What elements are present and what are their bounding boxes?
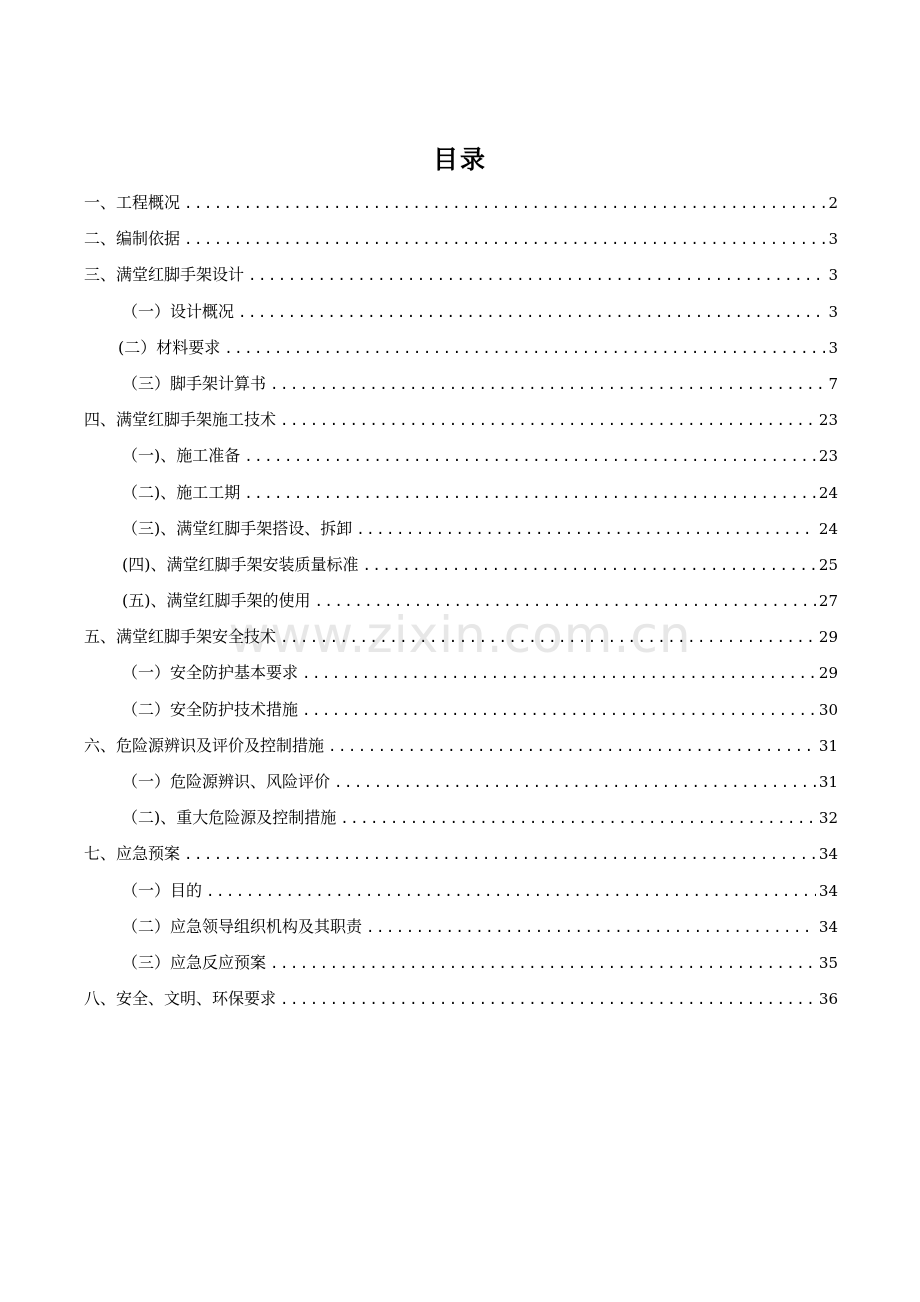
toc-entry-label: （二）安全防护技术措施 [122,699,299,719]
toc-entry-page: 2 [828,194,838,212]
toc-leader-dots [184,222,825,258]
toc-entry-label: 五、满堂红脚手架安全技术 [84,627,277,647]
toc-entry-label: （二）应急领导组织机构及其职责 [122,916,363,936]
toc-entry-label: (二）材料要求 [118,337,221,357]
toc-entry-page: 32 [818,809,838,828]
toc-leader-dots [280,620,816,656]
toc-subentry[interactable] [84,330,838,366]
toc-entry-page: 24 [818,483,838,502]
toc-entry-label: （三)、满堂红脚手架搭设、拆卸 [122,518,353,538]
toc-subentry[interactable] [84,438,838,474]
toc-entry-label: （二)、施工工期 [122,482,241,502]
toc-entry-label: （一）设计概况 [122,301,235,321]
toc-entry-label: （一)、施工准备 [122,446,241,466]
toc-entry[interactable] [84,221,838,257]
toc-entry-page: 34 [818,881,838,900]
toc-leader-dots [184,837,816,873]
toc-entry-label: （一）危险源辨识、风险评价 [122,772,331,791]
toc-subentry[interactable] [84,873,838,909]
toc-entry[interactable] [84,185,838,221]
toc-leader-dots [302,656,816,692]
toc-entry[interactable] [84,981,838,1017]
toc-leader-dots [366,910,816,946]
toc-subentry[interactable] [84,583,838,619]
toc-leader-dots [270,946,816,982]
toc-entry-label: （一）安全防护基本要求 [122,663,299,683]
toc-leader-dots [280,403,816,439]
toc-entry-page: 34 [818,845,838,864]
toc-subentry[interactable] [84,655,838,691]
toc-entry-page: 3 [828,230,838,249]
toc-leader-dots [184,186,825,222]
toc-leader-dots [244,439,816,475]
toc-leader-dots [328,729,816,765]
toc-entry-page: 3 [828,302,838,321]
toc-subentry[interactable] [84,547,838,583]
toc-leader-dots [206,874,816,910]
toc-entry-page: 29 [818,628,838,647]
toc-entry-label: 七、应急预案 [84,844,181,864]
toc-subentry[interactable] [84,692,838,728]
toc-leader-dots [356,512,816,548]
toc-subentry[interactable] [84,800,838,836]
watermark: www.zixin.com.cn [228,606,692,664]
toc-entry-label: （二)、重大危险源及控制措施 [122,808,337,828]
toc-subentry[interactable] [84,764,838,800]
toc-entry-page: 31 [818,773,838,791]
toc-leader-dots [340,801,816,837]
toc-entry-label: （三）脚手架计算书 [122,373,267,393]
toc-entry-page: 23 [818,447,838,466]
toc-subentry[interactable] [84,366,838,402]
toc-entry-page: 29 [818,664,838,683]
toc-entry-page: 3 [828,338,838,357]
toc-entry-page: 34 [818,917,838,936]
toc-entry-label: （三）应急反应预案 [122,952,267,972]
toc-entry-label: (五)、满堂红脚手架的使用 [122,591,311,611]
toc-list [84,185,838,1017]
toc-entry-page: 27 [818,592,838,611]
toc-entry[interactable] [84,402,838,438]
toc-leader-dots [315,584,816,620]
toc-entry-page: 36 [818,990,838,1009]
toc-entry-label: 四、满堂红脚手架施工技术 [84,410,277,430]
toc-entry[interactable] [84,619,838,655]
toc-subentry[interactable] [84,475,838,511]
toc-entry[interactable] [84,257,838,293]
toc-leader-dots [334,765,816,801]
toc-subentry[interactable] [84,945,838,981]
toc-subentry[interactable] [84,511,838,547]
toc-entry-page: 7 [828,374,838,393]
toc-title: 目录 [432,145,487,174]
toc-entry-label: (四)、满堂红脚手架安装质量标准 [122,554,359,574]
toc-leader-dots [302,693,816,729]
toc-leader-dots [224,331,825,367]
toc-entry[interactable] [84,836,838,872]
toc-leader-dots [280,982,816,1018]
toc-entry-page: 3 [828,266,838,285]
toc-entry-page: 31 [818,736,838,755]
toc-entry-label: 六、危险源辨识及评价及控制措施 [84,735,325,755]
toc-entry-page: 25 [818,555,838,574]
toc-leader-dots [248,258,825,294]
toc-entry-label: （一）目的 [122,880,203,900]
toc-leader-dots [238,295,825,331]
toc-subentry[interactable] [84,909,838,945]
toc-entry-page: 35 [818,953,838,972]
toc-entry-page: 24 [818,519,838,538]
toc-entry-page: 23 [818,411,838,430]
toc-leader-dots [244,476,816,512]
toc-entry-label: 三、满堂红脚手架设计 [84,265,245,285]
toc-entry[interactable] [84,728,838,764]
toc-entry-label: 二、编制依据 [84,229,181,249]
toc-leader-dots [270,367,825,403]
toc-leader-dots [363,548,816,584]
toc-subentry[interactable] [84,294,838,330]
toc-entry-label: 八、安全、文明、环保要求 [84,989,277,1009]
toc-entry-label: 一、工程概况 [84,193,181,212]
toc-entry-page: 30 [818,700,838,719]
